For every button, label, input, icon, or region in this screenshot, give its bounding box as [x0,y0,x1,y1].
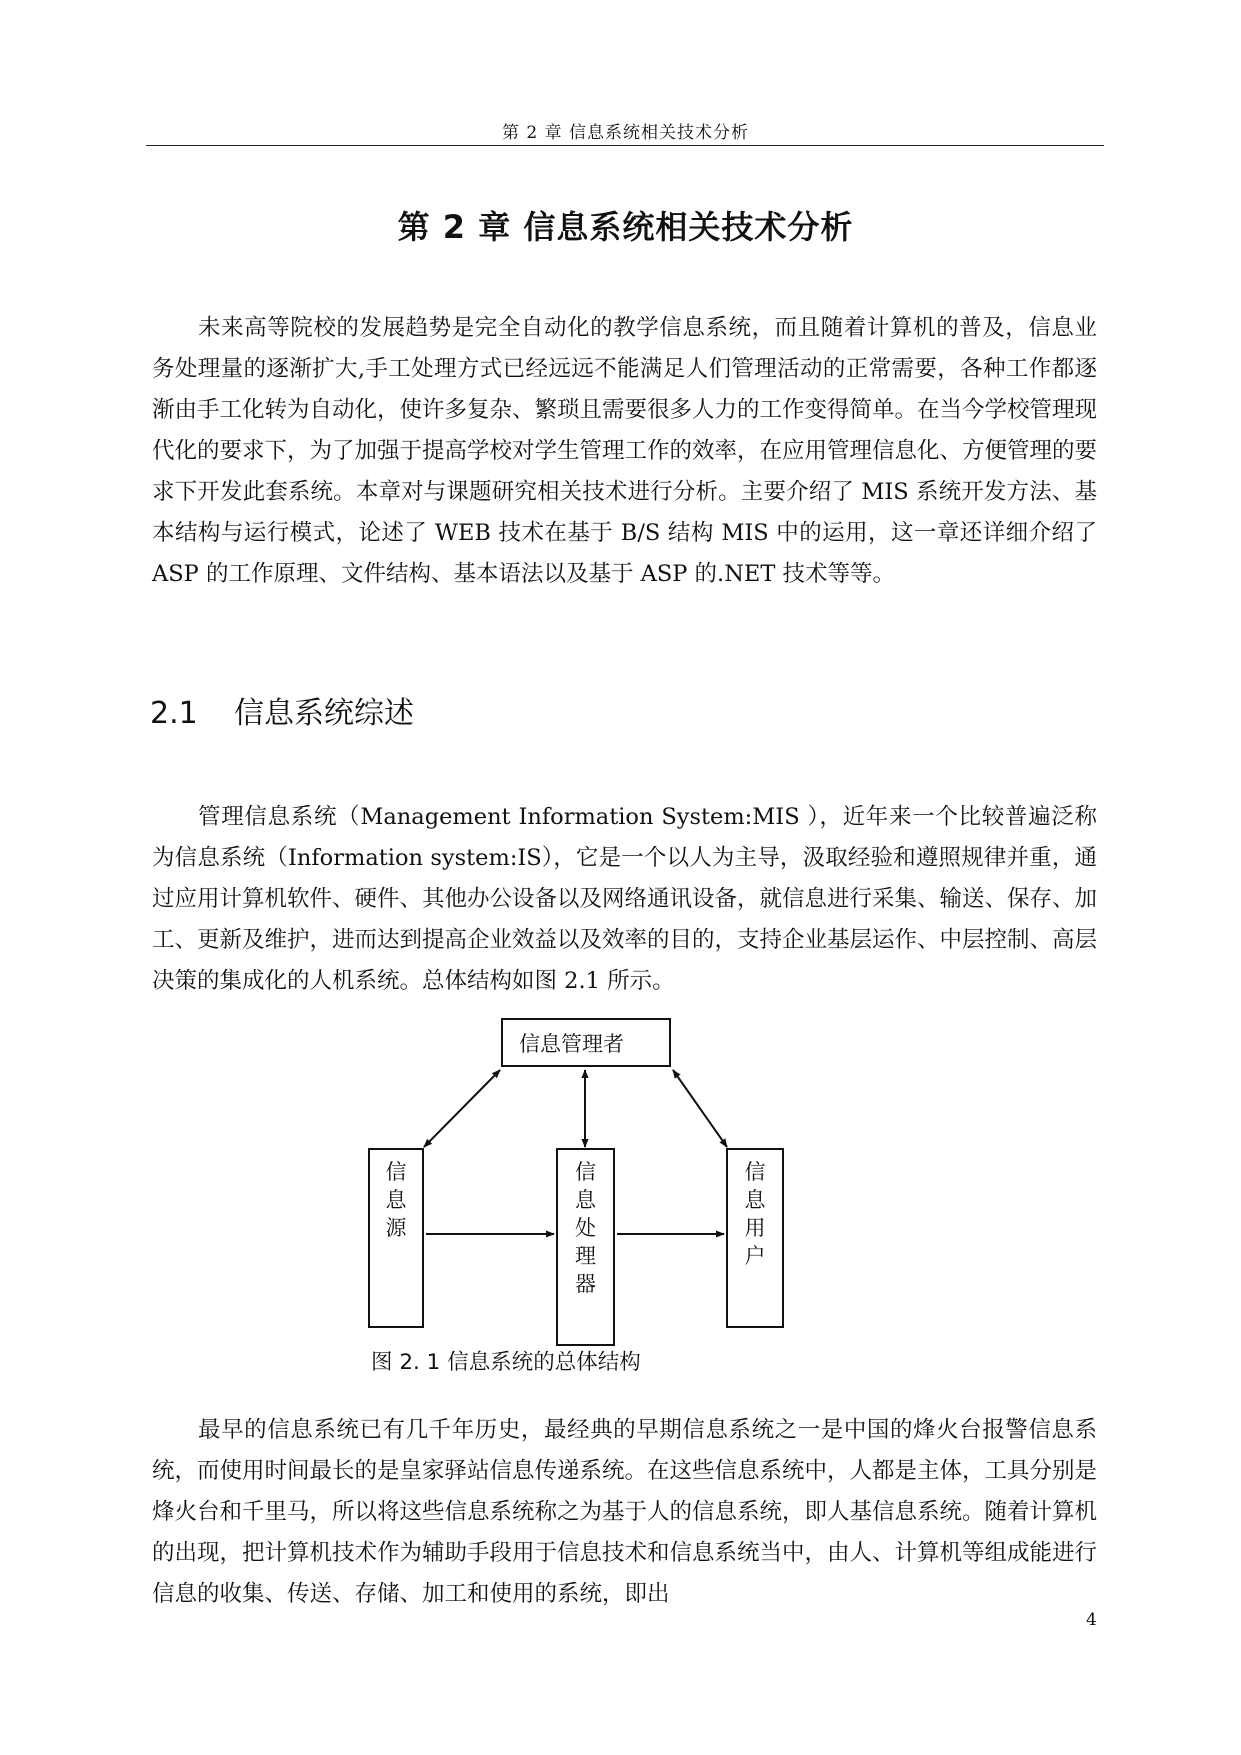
paragraph-history: 最早的信息系统已有几千年历史，最经典的早期信息系统之一是中国的烽火台报警信息系统，而使用时间最长的是皇家驿站信息传递系统。在这些信息系统中，人都是主体，工具分别是烽火台和千里马，所以将这些信息系统称之为基于人的信息系统，即人基信息系统。随着计算机的出现，把计算机技术作为辅助手段用于信息技术和信息系统当中，由人、计算机等组成能进行信息的收集、传送、存储、加工和使用的系统，即出 [152,1417,1098,1607]
info-manager-label: 信息管理者 [519,1031,624,1056]
paragraph-intro: 未来高等院校的发展趋势是完全自动化的教学信息系统，而且随着计算机的普及，信息业务处理量的逐渐扩大,手工处理方式已经远远不能满足人们管理活动的正常需要，各种工作都逐渐由手工化转为自动化，使许多复杂、繁琐且需要很多人力的工作变得简单。在当今学校管理现代化的要求下，为了加强于提高学校对学生管理工作的效率，在应用管理信息化、方便管理的要求下开发此套系统。本章对与课题研究相关技术进行分析。主要介绍了 MIS 系统开发方法、基本结构与运行模式，论述了 WEB 技术在基于 B/S 结构 MIS 中的运用，这一章还详细介绍了 ASP 的工作原理、文件结构、基本语法以及基于 ASP 的.NET 技术等等。 [152,315,1098,587]
page-number: 4 [1086,1610,1097,1630]
info-user-label: 信息用户 [744,1160,766,1268]
running-header: 第 2 章 信息系统相关技术分析 [501,123,750,143]
info-user-box [726,1148,784,1328]
section-title-text: 信息系统综述 [234,696,414,731]
info-processor-label: 信息处理器 [575,1160,596,1296]
info-processor-box [556,1148,615,1346]
info-source-box [368,1148,424,1328]
info-source-label: 信息源 [385,1160,407,1240]
arrow-manager-user [673,1070,727,1147]
info-manager-box [501,1018,671,1067]
chapter-title: 第 2 章 信息系统相关技术分析 [397,208,854,246]
arrow-manager-source [424,1070,500,1147]
paragraph-mis-definition: 管理信息系统（Management Information System:MIS ），近年来一个比较普遍泛称为信息系统（Information system:IS），它是一个以人为主导，汲取经验和遵照规律并重，通过应用计算机软件、硬件、其他办公设备以及网络通讯设备，就信息进行采集、输送、保存、加工、更新及维护，进而达到提高企业效益以及效率的目的，支持企业基层运作、中层控制、高层决策的集成化的人机系统。总体结构如图 2.1 所示。 [152,804,1098,994]
figure-caption: 图 2. 1 信息系统的总体结构 [371,1350,641,1375]
section-number: 2.1 [150,696,198,731]
